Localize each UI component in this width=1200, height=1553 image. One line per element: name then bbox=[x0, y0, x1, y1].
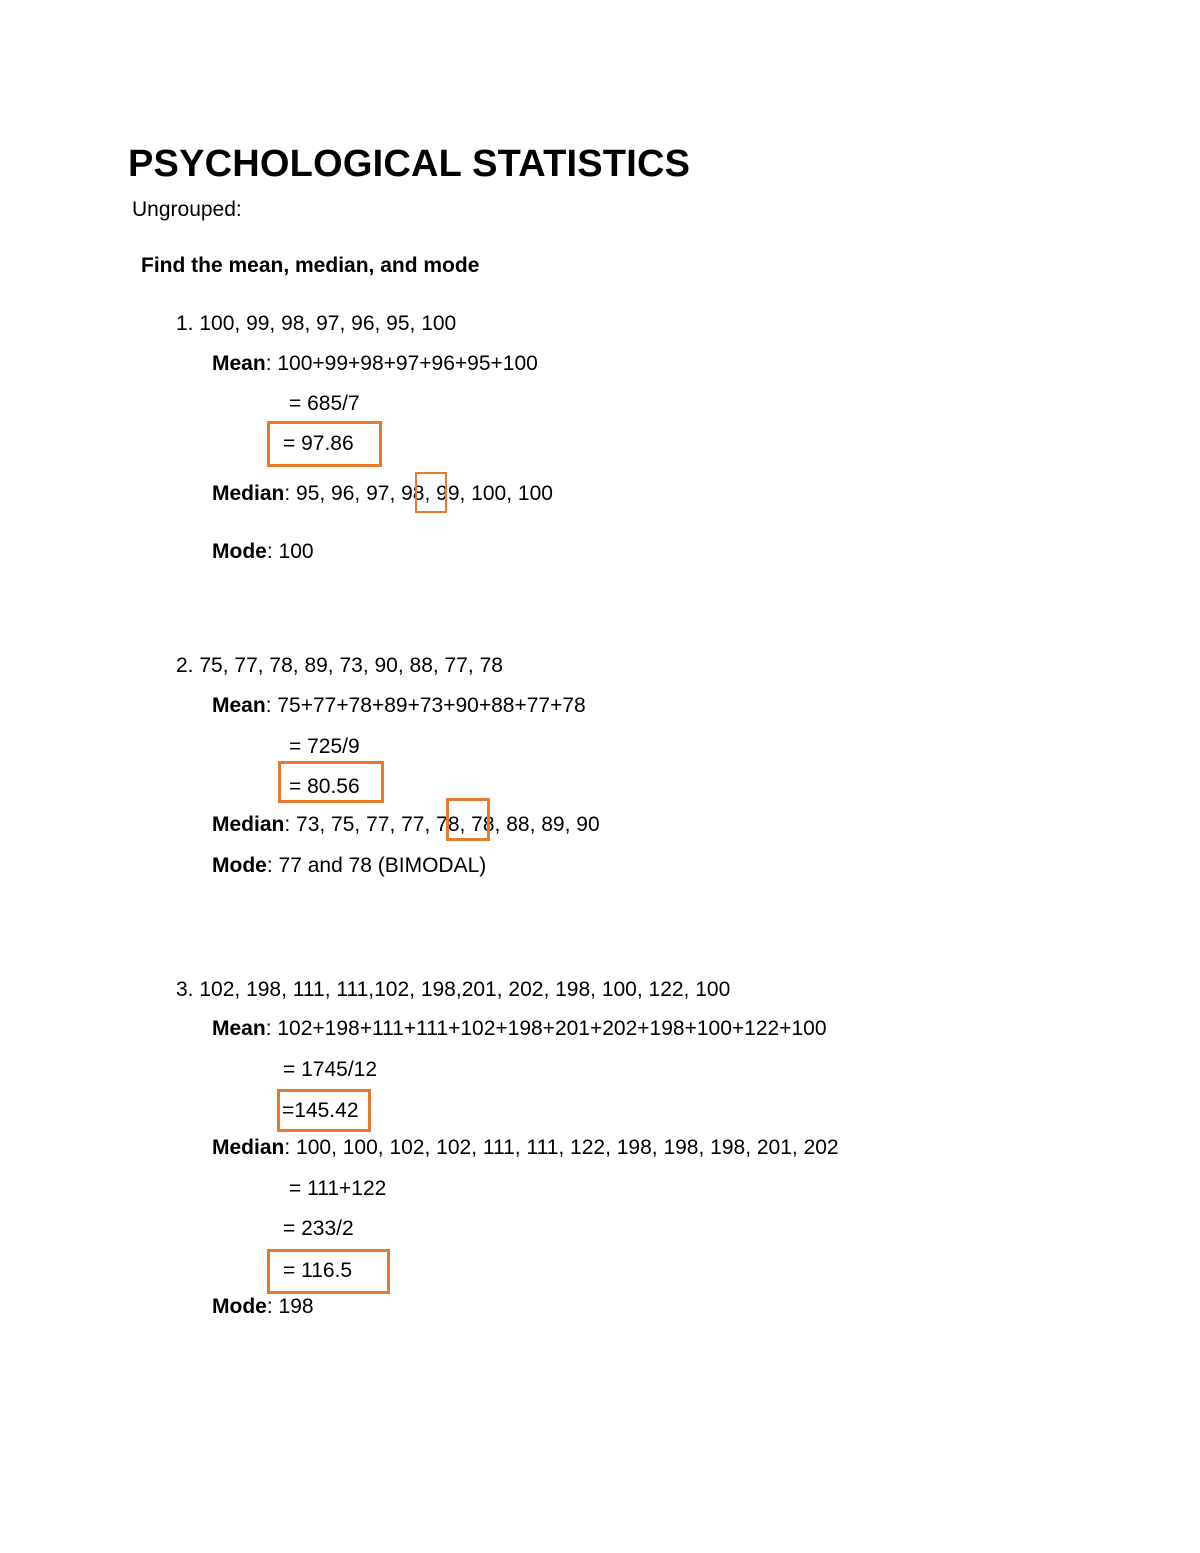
problem-3-median-sum: = 111+122 bbox=[289, 1177, 387, 1200]
problem-2-data: 2. 75, 77, 78, 89, 73, 90, 88, 77, 78 bbox=[176, 654, 503, 677]
problem-1-data: 1. 100, 99, 98, 97, 96, 95, 100 bbox=[176, 312, 457, 335]
subtitle: Ungrouped: bbox=[132, 198, 242, 221]
problem-2-mode: Mode: 77 and 78 (BIMODAL) bbox=[212, 854, 487, 877]
problem-1-mean-fraction: = 685/7 bbox=[289, 392, 360, 415]
problem-3-data: 3. 102, 198, 111, 111,102, 198,201, 202, 198, 100, 122, 100 bbox=[176, 978, 731, 1001]
highlight-box bbox=[446, 798, 490, 841]
median-highlight: 98 bbox=[401, 482, 425, 505]
problem-1-mode: Mode: 100 bbox=[212, 540, 314, 563]
problem-3-median-result: = 116.5 bbox=[283, 1259, 353, 1282]
highlight-box bbox=[415, 472, 447, 513]
problem-1-mean: Mean: 100+99+98+97+96+95+100 bbox=[212, 352, 538, 375]
median-highlight: , 78 bbox=[424, 813, 460, 836]
problem-3-mean: Mean: 102+198+111+111+102+198+201+202+198+100+122+100 bbox=[212, 1017, 827, 1040]
page-title: PSYCHOLOGICAL STATISTICS bbox=[128, 143, 691, 185]
problem-3-median: Median: 100, 100, 102, 102, 111, 111, 122, 198, 198, 198, 201, 202 bbox=[212, 1136, 839, 1159]
problem-2-mean-result: = 80.56 bbox=[289, 775, 360, 798]
problem-1-median: Median: 95, 96, 97, 98, 99, 100, 100 bbox=[212, 482, 553, 505]
problem-3-mean-fraction: = 1745/12 bbox=[283, 1058, 378, 1081]
problem-3-mean-result: =145.42 bbox=[282, 1099, 359, 1122]
problem-1-mean-result: = 97.86 bbox=[283, 432, 354, 455]
problem-3-mode: Mode: 198 bbox=[212, 1295, 314, 1318]
problem-2-median: Median: 73, 75, 77, 77, 78, 78, 88, 89, 90 bbox=[212, 813, 600, 836]
problem-2-mean-fraction: = 725/9 bbox=[289, 735, 360, 758]
problem-2-mean: Mean: 75+77+78+89+73+90+88+77+78 bbox=[212, 694, 586, 717]
instruction: Find the mean, median, and mode bbox=[141, 254, 480, 277]
problem-3-median-fraction: = 233/2 bbox=[283, 1217, 354, 1240]
